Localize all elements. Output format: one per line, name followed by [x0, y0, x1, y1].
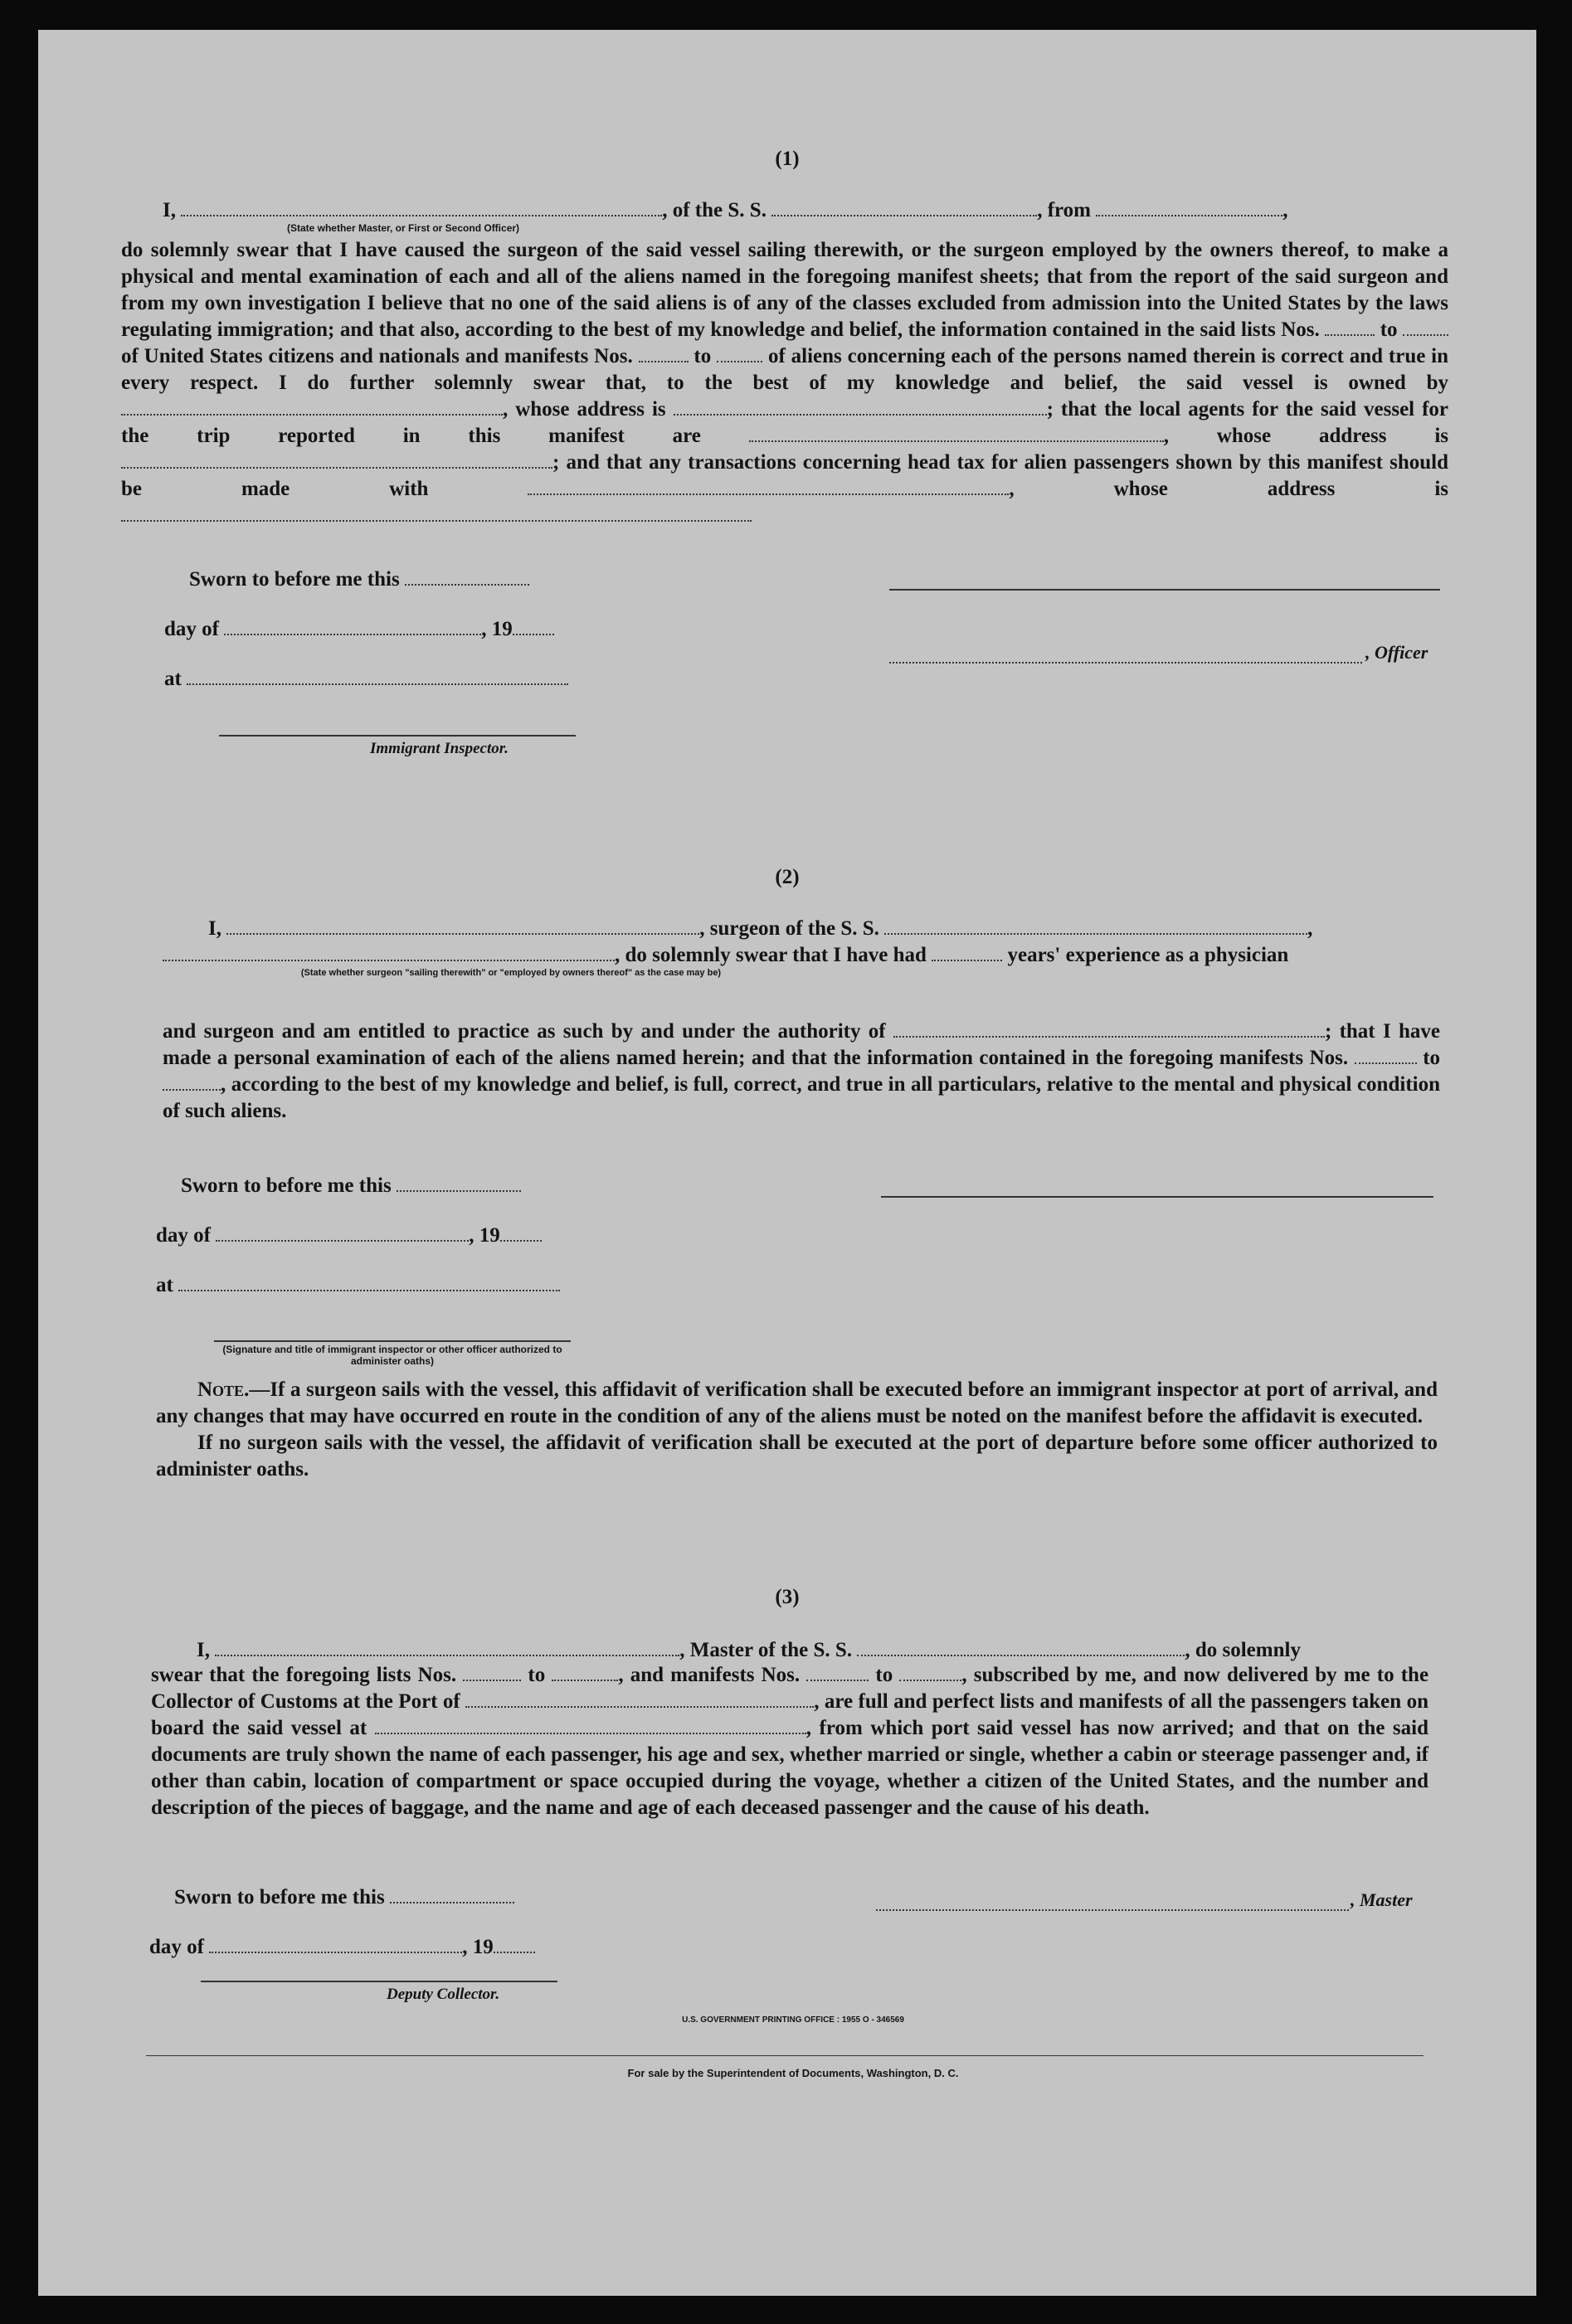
s1-at-field[interactable] [187, 667, 568, 685]
s2-semicolon: ; [1324, 1020, 1332, 1043]
s1-manifests-from-field[interactable] [639, 344, 689, 362]
s2-surgeon-label: , surgeon of the S. S. [699, 917, 879, 940]
s1-owner-field[interactable] [121, 397, 503, 416]
s3-master-signature-line[interactable] [876, 1909, 1349, 1911]
s2-year-field[interactable] [500, 1223, 542, 1242]
s3-text-to-2: to [875, 1664, 893, 1686]
s2-years-field[interactable] [932, 943, 1002, 961]
s3-text-d: , are full and perfect lists and manifests of all the passengers taken on board the said vessel at [151, 1690, 1428, 1739]
section-1-heading: (1) [775, 148, 800, 170]
s3-year-label: , 19 [462, 1936, 494, 1958]
s1-agents-address-field[interactable] [121, 450, 552, 469]
s2-text-a: and surgeon and am entitled to practice as such by and under the authority of [163, 1020, 886, 1043]
s1-at-label: at [164, 668, 182, 690]
s3-master-label: , Master of the S. S. [679, 1639, 853, 1661]
s3-master-name-field[interactable] [215, 1638, 679, 1656]
s2-note-label: Note. [197, 1378, 250, 1401]
s3-manifests-to-field[interactable] [899, 1663, 961, 1681]
s1-officer-title-field[interactable] [181, 198, 662, 216]
section-2-heading: (2) [775, 866, 800, 888]
s1-officer-title-hint: (State whether Master, or First or Second Officer) [286, 222, 520, 234]
s2-vessel-name-field[interactable] [884, 916, 1307, 935]
s2-surgeon-type-hint: (State whether surgeon "sailing therewith" or "employed by owners thereof" as the case may be) [300, 968, 722, 978]
s2-years-label: years' experience as a physician [1007, 944, 1289, 966]
s2-comma: , [1307, 917, 1313, 940]
s1-text-f: , whose address is [1163, 425, 1449, 447]
section-3-heading: (3) [775, 1586, 800, 1608]
s3-vessel-name-field[interactable] [857, 1638, 1185, 1656]
s3-collector-signature-line[interactable] [201, 1981, 557, 1982]
s1-text-to-2: to [694, 345, 712, 367]
s2-at-label: at [156, 1274, 173, 1296]
s1-sworn-day-field[interactable] [405, 567, 529, 586]
s1-sworn-label: Sworn to before me this [189, 568, 400, 591]
s3-oath-paragraph [151, 1662, 1428, 1821]
s2-dayof-label: day of [156, 1224, 211, 1247]
s2-text-to: to [1423, 1047, 1441, 1069]
s2-note-paragraph-2: If no surgeon sails with the vessel, the affidavit of verification shall be executed at the port of departure before some officer authorized to administer oaths. [156, 1432, 1438, 1480]
s2-inspector-signature-line[interactable] [214, 1340, 571, 1342]
form-page [38, 30, 1536, 2296]
s1-text-c: of aliens concerning each of the persons named therein is correct and true in every respect. I do further solemnly swear that, to the best of my knowledge and belief, the said vessel is owned by [121, 345, 1449, 394]
s2-year-label: , 19 [469, 1224, 500, 1247]
s1-text-h: , whose address is [1009, 478, 1448, 500]
s1-manifests-to-field[interactable] [717, 344, 762, 362]
s1-text-g: ; and that any transactions concerning head tax for alien passengers shown by this manifest should be made with [121, 451, 1448, 500]
s1-officer-caption: , Officer [1365, 642, 1428, 663]
gpo-imprint: U.S. GOVERNMENT PRINTING OFFICE : 1955 O - 346569 [682, 2015, 904, 2025]
s1-lists-from-field[interactable] [1325, 318, 1375, 336]
s1-i-label: I, [163, 199, 176, 221]
s1-from-port-field[interactable] [1096, 198, 1282, 216]
s3-text-a: swear that the foregoing lists Nos. [151, 1664, 457, 1686]
s3-text-to-1: to [528, 1664, 546, 1686]
s1-dayof-label: day of [164, 618, 219, 640]
s3-master-caption: , Master [1351, 1889, 1413, 1910]
s1-inspector-signature-line[interactable] [219, 735, 576, 737]
section-3 [151, 1637, 1428, 1878]
s3-i-label: I, [197, 1639, 210, 1661]
s2-swear-label: , do solemnly swear that I have had [615, 944, 927, 966]
s3-year-field[interactable] [494, 1935, 535, 1953]
s3-text-b: , and manifests Nos. [618, 1664, 801, 1686]
s3-lists-to-field[interactable] [552, 1663, 618, 1681]
s1-text-a: do solemnly swear that I have caused the surgeon of the said vessel sailing therewith, or the surgeon employed by the owners thereof, to make a physical and mental examination of each and all of the aliens named in the foregoing manifest sheets; that from the report of the said surgeon and from my own investigation I believe that no one of the said aliens is of any of the classes excluded from admission into the United States by the laws regulating immigration; and that also, according to the best of my knowledge and belief, the information contained in the said lists Nos. [121, 239, 1448, 341]
s3-solemnly-label: , do solemnly [1185, 1639, 1301, 1661]
s1-text-d: , whose address is [503, 398, 666, 421]
s1-text-e: ; that the local agents for the said vessel for the trip reported in this manifest are [121, 398, 1449, 447]
s3-text-e: , from which port said vessel has now arrived; and that on the said documents are truly shown the name of each passenger, his age and sex, whether married or single, whether a cabin or steerage passenger and, if other than cabin, location of compartment or space occupied during the voyage, whether a citizen of the United States, and the number and description of the pieces of baggage, and the name and age of each deceased passenger and the cause of his death. [151, 1717, 1428, 1819]
s3-boarding-port-field[interactable] [375, 1716, 806, 1734]
s2-manifests-from-field[interactable] [1355, 1046, 1417, 1064]
s2-surgeon-name-field[interactable] [226, 916, 699, 935]
s2-signature-hint: (Signature and title of immigrant inspector or other officer authorized to administer oaths) [222, 1344, 562, 1367]
s3-sworn-day-field[interactable] [390, 1885, 514, 1903]
s1-signature-line-1[interactable] [889, 589, 1440, 591]
s3-manifests-from-field[interactable] [806, 1663, 869, 1681]
s1-month-field[interactable] [224, 617, 481, 635]
s2-sworn-label: Sworn to before me this [181, 1174, 392, 1197]
s1-headtax-contact-field[interactable] [528, 477, 1009, 495]
s1-owner-address-field[interactable] [674, 397, 1047, 416]
s1-officer-signature-line[interactable] [889, 662, 1362, 664]
s1-headtax-address-field[interactable] [121, 503, 752, 522]
s2-note-paragraph-1 [156, 1377, 1438, 1430]
s3-sworn-label: Sworn to before me this [174, 1886, 385, 1908]
s2-sworn-day-field[interactable] [397, 1174, 521, 1192]
s1-year-label: , 19 [481, 618, 513, 640]
s1-text-b: of United States citizens and nationals and manifests Nos. [121, 345, 633, 367]
sale-notice: For sale by the Superintendent of Documents, Washington, D. C. [627, 2067, 959, 2079]
s2-note [156, 1377, 1438, 1483]
s3-port-field[interactable] [465, 1690, 814, 1708]
s2-text-b: that I have made a personal examination of each of the aliens named herein; and that the information contained in the foregoing manifests Nos. [163, 1020, 1440, 1069]
section-1 [121, 197, 1449, 546]
s1-agents-field[interactable] [749, 424, 1164, 442]
s1-from-label: , from [1037, 199, 1091, 221]
s2-authority-field[interactable] [893, 1019, 1325, 1038]
s2-note-text-1: —If a surgeon sails with the vessel, this affidavit of verification shall be executed before an immigrant inspector at port of arrival, and any changes that may have occurred en route in the condition of any of the aliens must be noted on the manifest before the affidavit is executed. [156, 1378, 1438, 1427]
footer-rule [146, 2055, 1424, 2056]
s2-i-label: I, [208, 917, 221, 940]
s1-vessel-name-field[interactable] [771, 198, 1037, 216]
s3-month-field[interactable] [209, 1935, 462, 1953]
s1-lists-to-field[interactable] [1403, 318, 1448, 336]
s3-dayof-label: day of [149, 1936, 204, 1958]
s2-surgeon-type-field[interactable] [163, 943, 615, 961]
s3-collector-caption: Deputy Collector. [387, 1986, 500, 2003]
s1-of-ss-label: , of the S. S. [662, 199, 767, 221]
s1-text-to-1: to [1380, 318, 1398, 341]
s2-text-c: , according to the best of my knowledge and belief, is full, correct, and true in all particulars, relative to the mental and physical condition of such aliens. [163, 1073, 1440, 1122]
s3-lists-from-field[interactable] [463, 1663, 521, 1681]
s2-at-field[interactable] [178, 1273, 560, 1291]
s2-manifests-to-field[interactable] [163, 1072, 221, 1091]
s2-month-field[interactable] [216, 1223, 469, 1242]
s1-oath-paragraph [121, 237, 1448, 529]
s1-year-field[interactable] [513, 617, 554, 635]
s2-oath-paragraph [163, 1019, 1440, 1125]
s2-signature-line[interactable] [881, 1196, 1433, 1198]
s1-inspector-caption: Immigrant Inspector. [370, 740, 509, 757]
s3-text-c: , subscribed by me, and now delivered by me to the Collector of Customs at the Port of [151, 1664, 1429, 1713]
section-2 [163, 916, 1440, 1131]
s1-comma: , [1282, 199, 1288, 221]
